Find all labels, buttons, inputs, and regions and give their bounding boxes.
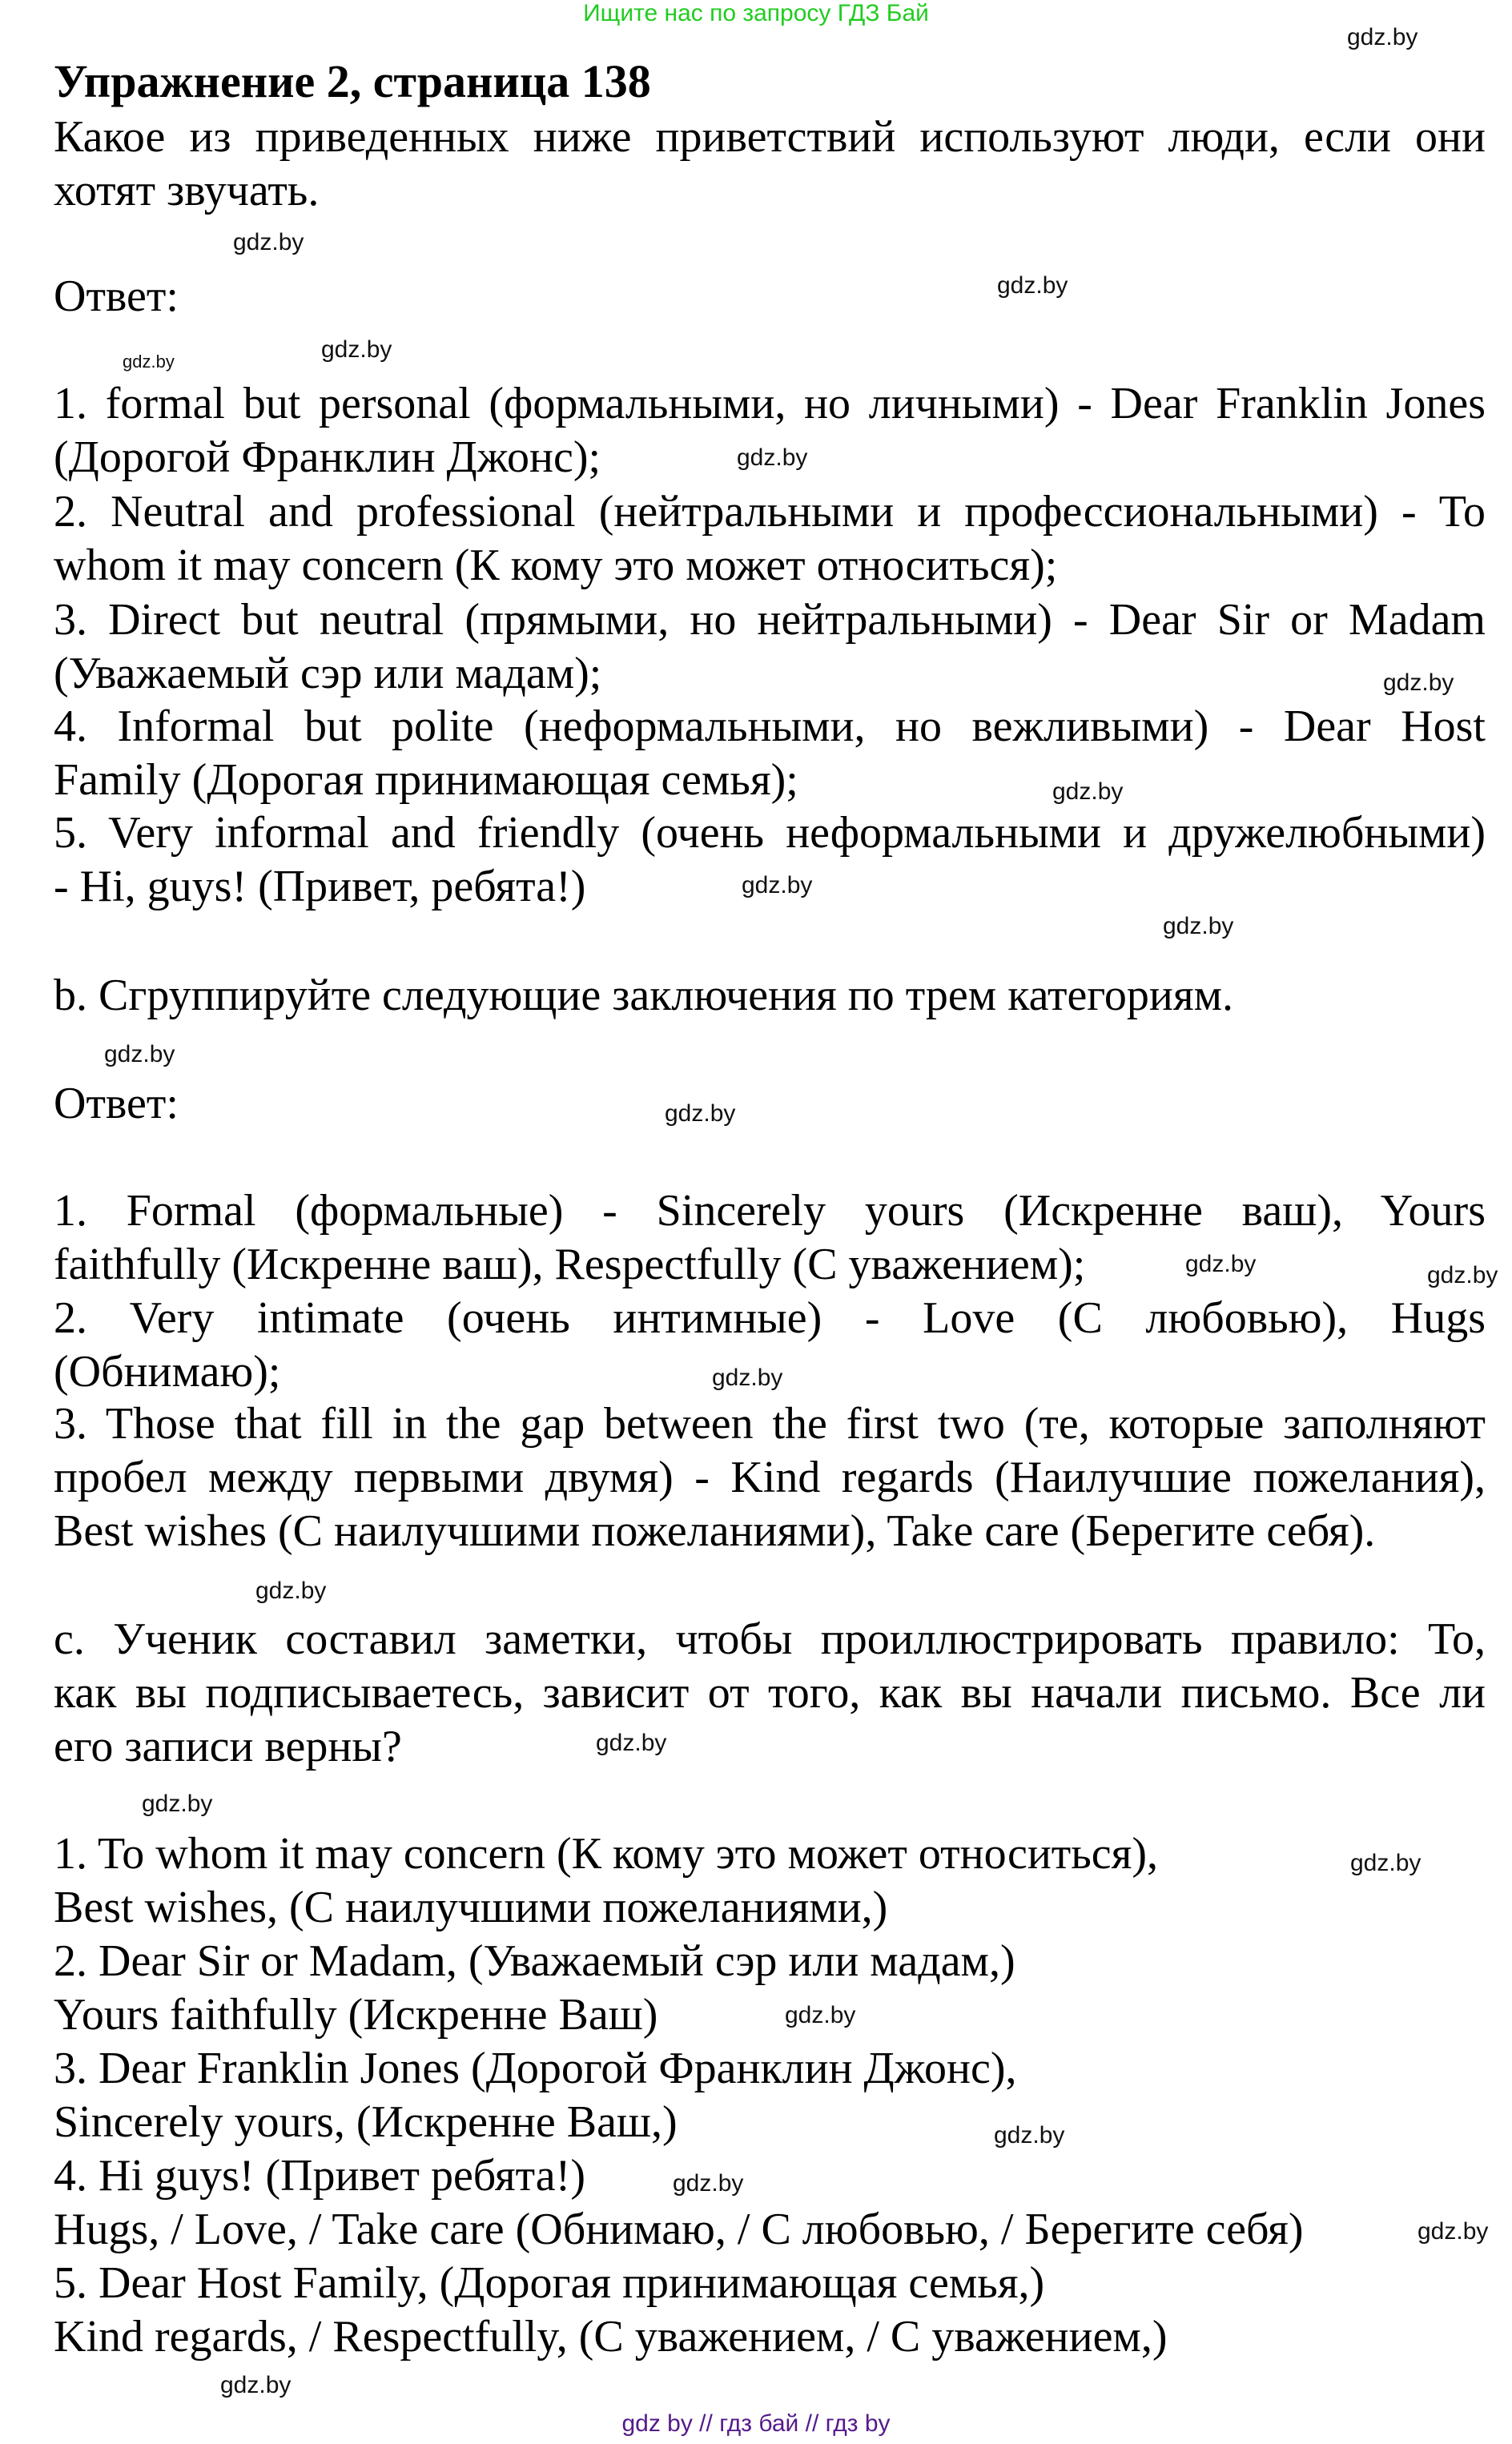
watermark: gdz.by	[1418, 2218, 1489, 2245]
text-line: 1. formal but personal (формальными, но личными) - Dear Franklin Jones	[54, 379, 1486, 428]
answer-label-text: Ответ:	[54, 1079, 179, 1128]
text-line: - Hi, guys! (Привет, ребята!)	[54, 862, 586, 911]
text-line: Hugs, / Love, / Take care (Обнимаю, / С любовью, / Берегите себя)	[54, 2205, 1304, 2254]
task-b	[54, 969, 1486, 1023]
text-line: 5. Very informal and friendly (очень неформальными и дружелюбными)	[54, 808, 1486, 858]
watermark: gdz.by	[785, 2002, 856, 2028]
text-line: c. Ученик составил заметки, чтобы проиллюстрировать правило: То,	[54, 1614, 1486, 1664]
text-line: Best wishes, (С наилучшими пожеланиями,)	[54, 1883, 888, 1932]
watermark: gdz.by	[1163, 913, 1234, 939]
text-line: (Дорогой Франклин Джонс);	[54, 432, 601, 482]
question	[54, 111, 1486, 218]
text-line: Sincerely yours, (Искренне Ваш,)	[54, 2097, 678, 2147]
watermark: gdz.by	[1052, 778, 1124, 805]
watermark: gdz.by	[665, 1100, 736, 1127]
answer-label	[54, 270, 1486, 324]
text-line: 2. Very intimate (очень интимные) - Love (С любовью), Hugs	[54, 1293, 1486, 1343]
text-line: 2. Neutral and professional (нейтральными и профессиональными) - To	[54, 487, 1486, 537]
answer-b-item	[54, 1184, 1486, 1292]
watermark: gdz.by	[742, 872, 813, 898]
watermark: gdz.by	[997, 272, 1068, 299]
text-line: его записи верны?	[54, 1722, 402, 1771]
text-line: пробел между первыми двумя) - Kind regards (Наилучшие пожелания),	[54, 1453, 1486, 1502]
text-line: (Уважаемый сэр или мадам);	[54, 649, 602, 698]
text-line: хотят звучать.	[54, 166, 320, 215]
watermark: gdz.by	[994, 2122, 1065, 2149]
answer-b-item	[54, 1397, 1486, 1558]
answer-a-item	[54, 485, 1486, 593]
text-line: b. Сгруппируйте следующие заключения по трем категориям.	[54, 971, 1234, 1020]
text-line: 5. Dear Host Family, (Дорогая принимающая семья,)	[54, 2258, 1045, 2308]
text-line: 3. Those that fill in the gap between the first two (те, которые заполняют	[54, 1399, 1486, 1449]
watermark: gdz.by	[673, 2170, 744, 2197]
watermark: gdz.by	[596, 1730, 667, 1756]
watermark: gdz.by	[321, 336, 392, 363]
text-line: faithfully (Искренне ваш), Respectfully (С уважением);	[54, 1240, 1086, 1289]
text-line: whom it may concern (К кому это может относиться);	[54, 541, 1058, 590]
watermark: gdz.by	[1350, 1850, 1422, 1876]
task-c	[54, 1613, 1486, 1774]
answer-c-list	[54, 1827, 1489, 2364]
watermark: gdz.by	[1383, 669, 1454, 696]
text-line: Kind regards, / Respectfully, (С уважением, / С уважением,)	[54, 2312, 1168, 2362]
text-line: 4. Hi guys! (Привет ребята!)	[54, 2151, 585, 2201]
text-line: Family (Дорогая принимающая семья);	[54, 755, 798, 805]
answer-label	[54, 1077, 1486, 1131]
answer-a-item	[54, 700, 1486, 807]
watermark: gdz.by	[737, 444, 808, 471]
answer-label-text: Ответ:	[54, 271, 179, 321]
text-line: Best wishes (С наилучшими пожеланиями), Take care (Берегите себя).	[54, 1506, 1376, 1556]
text-line: 3. Dear Franklin Jones (Дорогой Франклин Джонс),	[54, 2044, 1017, 2093]
watermark: gdz.by	[255, 1578, 327, 1604]
watermark: gdz.by	[1427, 1262, 1498, 1288]
text-line: (Обнимаю);	[54, 1347, 281, 1397]
answer-a-item	[54, 593, 1486, 701]
watermark: gdz.by	[1185, 1251, 1257, 1277]
text-line: 3. Direct but neutral (прямыми, но нейтральными) - Dear Sir or Madam	[54, 595, 1486, 645]
watermark: gdz.by	[220, 2372, 292, 2398]
watermark: gdz.by	[123, 352, 175, 372]
watermark: gdz.by	[1347, 24, 1418, 50]
text-line: Какое из приведенных ниже приветствий используют люди, если они	[54, 112, 1486, 162]
text-line: 1. Formal (формальные) - Sincerely yours (Искренне ваш), Yours	[54, 1186, 1486, 1236]
watermark: gdz.by	[712, 1365, 783, 1391]
text-line: 1. To whom it may concern (К кому это может относиться),	[54, 1829, 1159, 1879]
text-line: как вы подписываетесь, зависит от того, как вы начали письмо. Все ли	[54, 1668, 1486, 1718]
watermark: gdz.by	[104, 1041, 175, 1067]
watermark: gdz.by	[233, 229, 304, 255]
text-line: 2. Dear Sir or Madam, (Уважаемый сэр или мадам,)	[54, 1936, 1015, 1986]
page-title: Упражнение 2, страница 138	[54, 55, 651, 107]
text-line: 4. Informal but polite (неформальными, но вежливыми) - Dear Host	[54, 701, 1486, 751]
text-line: Yours faithfully (Искренне Ваш)	[54, 1990, 658, 2040]
watermark: gdz.by	[142, 1791, 213, 1817]
footer-links[interactable]: gdz by // гдз бай // гдз by	[621, 2410, 891, 2437]
top-banner[interactable]: Ищите нас по запросу ГДЗ Бай	[583, 0, 929, 26]
